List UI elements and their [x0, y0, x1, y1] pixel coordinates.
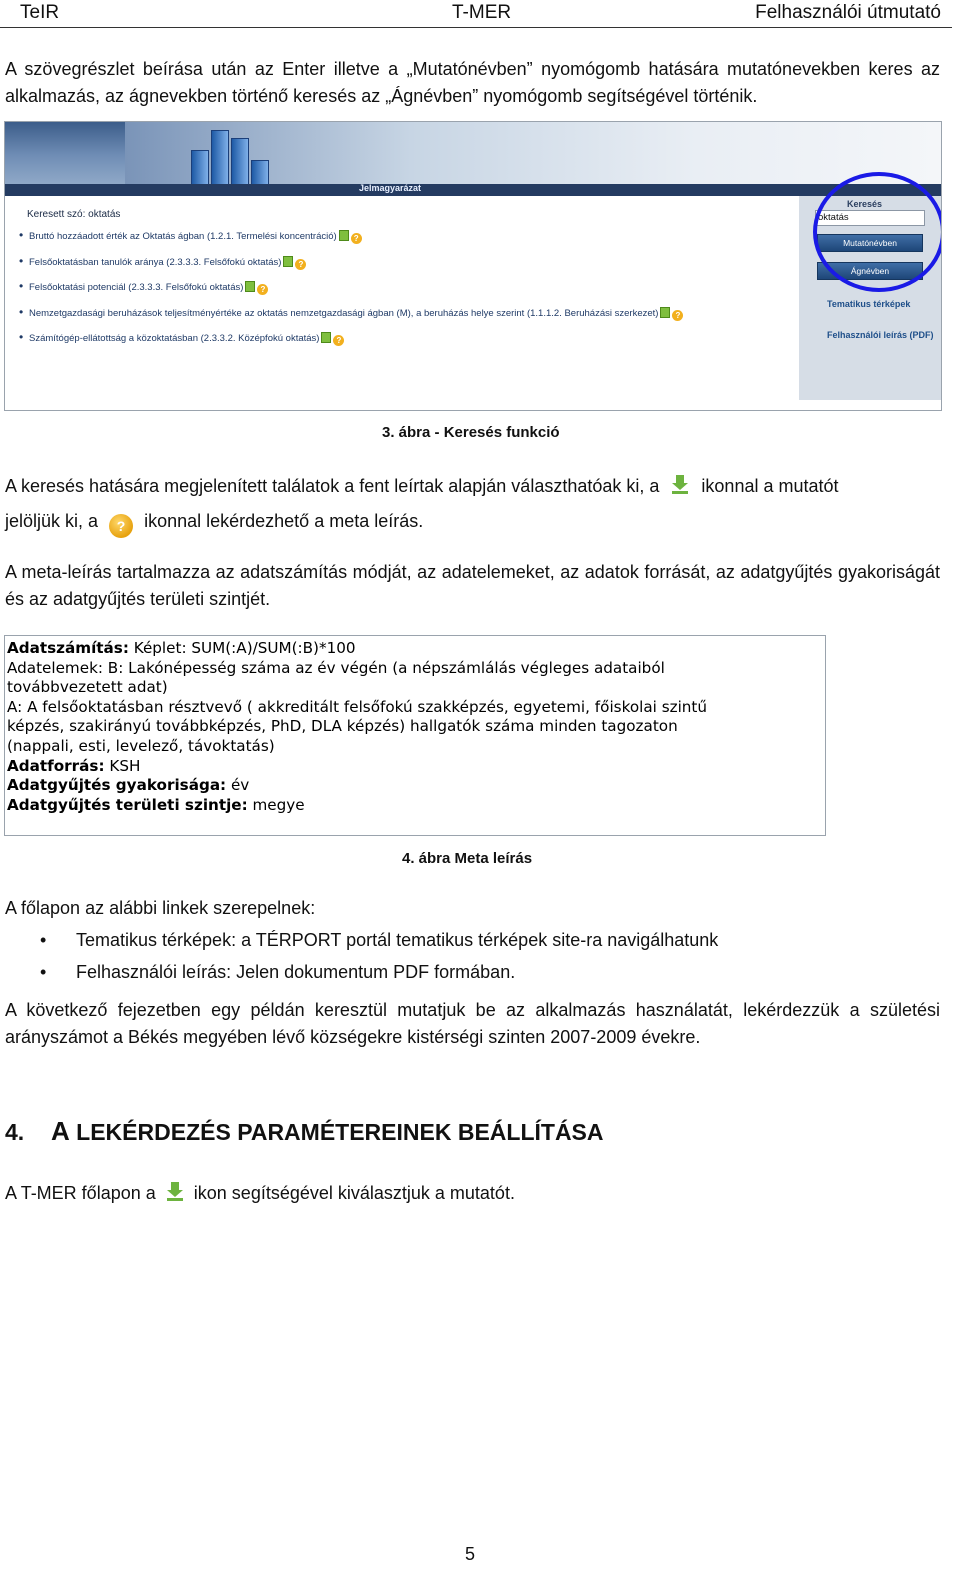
list-item: • Felhasználói leírás: Jelen dokumentum PDF formában. — [40, 956, 718, 988]
result-item[interactable]: • Számítógép-ellátottság a közoktatásban (2.3.3.2. Középfokú oktatás) ? — [19, 332, 683, 358]
links-list — [40, 924, 718, 988]
download-icon[interactable] — [283, 256, 293, 267]
results-list — [19, 230, 683, 358]
help-icon[interactable]: ? — [295, 259, 306, 270]
icons-paragraph-line2: jelöljük ki, a ? ikonnal lekérdezhető a meta leírás. — [5, 508, 940, 538]
banner — [5, 122, 941, 196]
thematic-maps-link[interactable]: Tematikus térképek — [827, 299, 911, 309]
meta-paragraph: A meta-leírás tartalmazza az adatszámítás módját, az adatelemeket, az adatok forrását, az adatgyűjtés gyakoriságát és az adatgyűjtés területi szintjét. — [5, 562, 940, 609]
help-icon[interactable]: ? — [672, 310, 683, 321]
highlight-circle — [813, 172, 942, 292]
section-heading: 4. A LEKÉRDEZÉS PARAMÉTEREINEK BEÁLLÍTÁSA — [5, 1116, 604, 1146]
help-icon[interactable]: ? — [257, 284, 268, 295]
header-right: Felhasználói útmutató — [755, 2, 941, 23]
search-label: Keresés — [847, 199, 883, 209]
download-icon[interactable] — [321, 332, 331, 343]
banner-strip — [5, 184, 941, 196]
figure4-caption: 4. ábra Meta leírás — [402, 850, 533, 867]
help-icon: ? — [109, 514, 133, 538]
banner-bar-graphic — [191, 128, 281, 192]
links-intro: A főlapon az alábbi linkek szerepelnek: — [5, 898, 316, 918]
next-paragraph: A következő fejezetben egy példán keresztül mutatjuk be az alkalmazás használatát, lekérdezzük a születési arányszámot a Békés megyében lévő községekre kistérségi szinten 2007-2009 évekre. — [5, 1000, 940, 1047]
search-by-name-button[interactable]: Mutatónévben — [817, 234, 923, 252]
intro-paragraph: A szövegrészlet beírása után az Enter illetve a „Mutatónévben” nyomógomb hatására mutatónevekben keres az alkalmazás, az ágnevekben történő keresés az „Ágnévben” nyomógomb segítségével történik. — [5, 59, 940, 106]
header-left: TeIR — [20, 2, 60, 23]
meta-description: Adatszámítás: Képlet: SUM(:A)/SUM(:B)*100 Adatelemek: B: Lakónépesség száma az év végén (a népszámlálás végleges adataiból továbbvezetett adat) A: A felsőoktatásban résztvevő ( akkreditált felsőfokú szakképzés, egyetemi, főiskolai szintű képzés, szakirányú továbbképzés, PhD, DLA képzés) hallgatók száma minden tagozaton (nappali, esti, levelező, távoktatás) Adatforrás: KSH Adatgyűjtés gyakorisága: év Adatgyűjtés területi szintje: megye — [7, 639, 708, 814]
result-item[interactable]: • Nemzetgazdasági beruházások teljesítményértéke az oktatás nemzetgazdasági ágban (M), a beruházás helye szerint (1.1.1.2. Beruházási szerkezet) ? — [19, 307, 683, 333]
icons-paragraph: A keresés hatására megjelenített találatok a fent leírtak alapján választhatóak ki, a ikonnal a mutatót — [5, 476, 839, 496]
section-paragraph: A T-MER főlapon a ikon segítségével kiválasztjuk a mutatót. — [5, 1183, 515, 1203]
header-center: T-MER — [452, 2, 512, 23]
result-item[interactable]: • Felsőoktatásban tanulók aránya (2.3.3.3. Felsőfokú oktatás) ? — [19, 256, 683, 282]
meta-screenshot — [4, 635, 826, 836]
result-item[interactable]: • Felsőoktatási potenciál (2.3.3.3. Felsőfokú oktatás) ? — [19, 281, 683, 307]
page-number: 5 — [465, 1544, 476, 1564]
search-screenshot — [4, 121, 942, 411]
help-icon[interactable]: ? — [351, 233, 362, 244]
page-header — [0, 0, 952, 28]
legend-label[interactable]: Jelmagyarázat — [359, 183, 422, 193]
search-input[interactable]: oktatás — [815, 210, 925, 226]
search-by-branch-button[interactable]: Ágnévben — [817, 262, 923, 280]
list-item: • Tematikus térképek: a TÉRPORT portál tematikus térképek site-ra navigálhatunk — [40, 924, 718, 956]
user-guide-pdf-link[interactable]: Felhasználói leírás (PDF) — [827, 330, 934, 340]
result-item[interactable]: • Bruttó hozzáadott érték az Oktatás ágban (1.2.1. Termelési koncentráció) ? — [19, 230, 683, 256]
figure3-caption: 3. ábra - Keresés funkció — [382, 424, 560, 441]
download-icon — [672, 475, 688, 495]
results-title: Keresett szó: oktatás — [27, 209, 121, 220]
download-icon[interactable] — [339, 230, 349, 241]
download-icon[interactable] — [245, 281, 255, 292]
help-icon[interactable]: ? — [333, 335, 344, 346]
download-icon[interactable] — [660, 307, 670, 318]
download-icon — [167, 1182, 183, 1202]
